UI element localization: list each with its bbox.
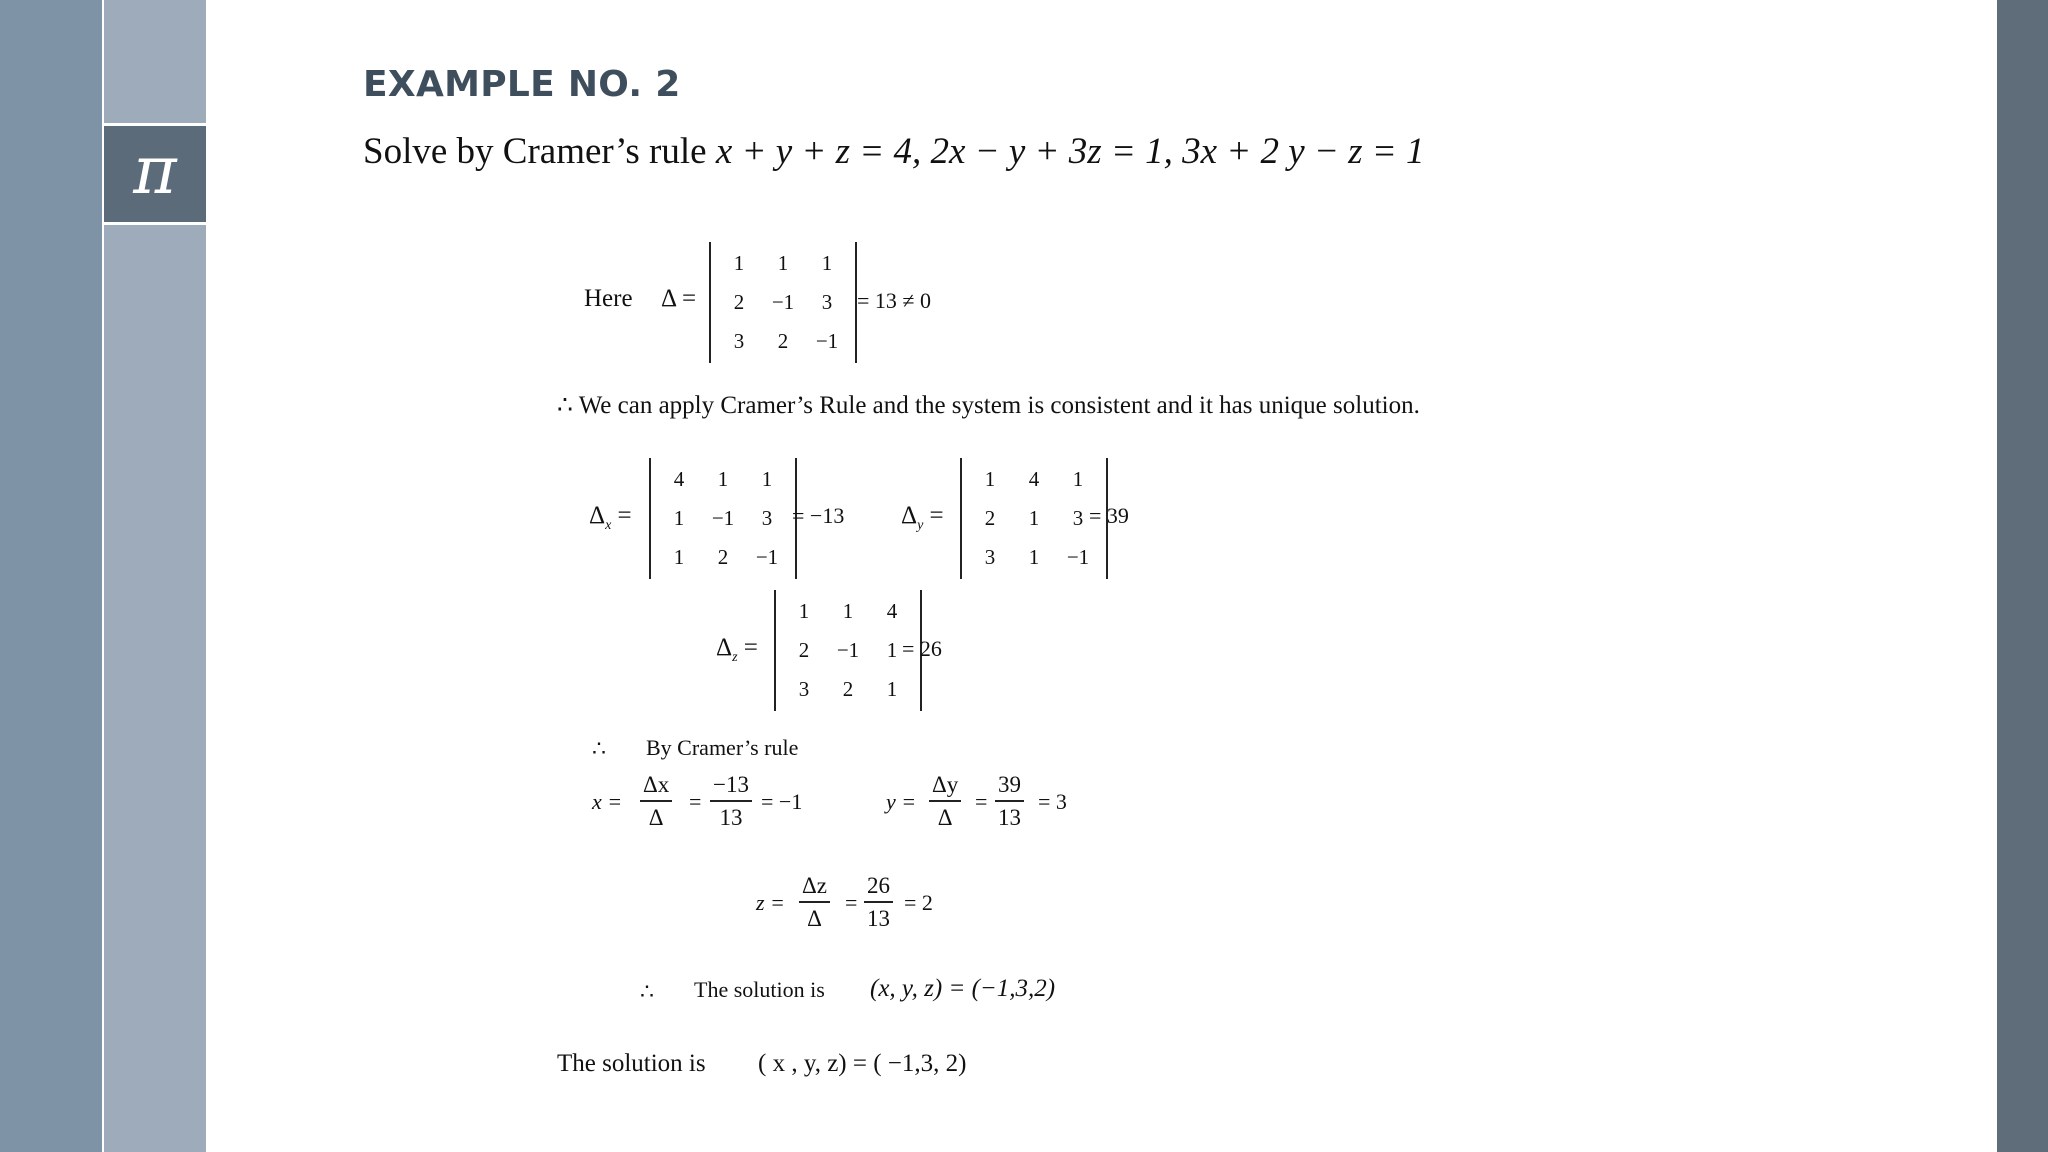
matrix-cell: 2 [984,506,996,530]
matrix-cell: −1 [711,506,735,530]
matrix-cell: 1 [777,251,789,275]
x-eq-sign: = [689,789,702,814]
matrix-cell: 2 [733,290,745,314]
matrix-cell: 4 [673,467,685,491]
matrix-cell: 1 [886,677,898,701]
therefore-symbol: ∴ [592,736,606,761]
delta-z-matrix [774,590,922,711]
matrix-cell: −1 [771,290,795,314]
y-eq-sign: = [975,789,988,814]
matrix-cell: 4 [886,599,898,623]
problem-statement [363,130,1425,173]
right-decor-band [1997,0,2048,1152]
here-label: Here [584,285,633,312]
matrix-cell: 3 [821,290,833,314]
matrix-cell: 1 [798,599,810,623]
matrix-cell: 2 [798,638,810,662]
matrix-cell: −1 [755,545,779,569]
matrix-cell: 2 [842,677,854,701]
solution-value-2: ( x , y, z) = ( −1,3, 2) [758,1050,967,1077]
z-fraction-1: $\frac{\Delta z}{\Delta}$ [799,871,830,935]
z-eq-result: = 2 [904,890,933,915]
matrix-cell: −1 [815,329,839,353]
pi-icon [104,123,206,225]
y-eq-var: y = [886,789,917,814]
solution-therefore: ∴ [640,979,654,1004]
matrix-cell: −1 [836,638,860,662]
matrix-cell: 2 [777,329,789,353]
matrix-cell: 3 [984,545,996,569]
matrix-cell: −1 [1066,545,1090,569]
left-decor-band [0,0,102,1152]
x-fraction-1: $\frac{\Delta x}{\Delta}$ [640,770,672,834]
z-fraction-2: $\frac{26}{13}$ [864,871,893,935]
matrix-cell: 1 [673,506,685,530]
delta-y-matrix [960,458,1108,579]
matrix-cell: 3 [761,506,773,530]
matrix-cell: 1 [842,599,854,623]
problem-prefix: Solve by Cramer’s rule [363,131,716,172]
matrix-cell: 4 [1028,467,1040,491]
delta-matrix [709,242,857,363]
matrix-cell: 1 [821,251,833,275]
matrix-cell: 3 [733,329,745,353]
delta-value: = 13 ≠ 0 [857,288,931,313]
delta-z-value: = 26 [902,636,942,661]
matrix-cell: 3 [798,677,810,701]
delta-y-label: $\Delta_y$ = [901,502,944,533]
matrix-cell: 1 [733,251,745,275]
z-eq-sign: = [845,890,858,915]
matrix-cell: 1 [984,467,996,491]
matrix-cell: 3 [1072,506,1084,530]
delta-z-label: $\Delta_z$ = [716,634,758,665]
z-eq-var: z = [756,890,785,915]
delta-x-label: $\Delta_x$ = [589,502,632,533]
matrix-cell: 1 [717,467,729,491]
y-eq-result: = 3 [1038,789,1067,814]
matrix-cell: 1 [761,467,773,491]
delta-symbol: Δ = [661,285,697,312]
by-rule-label: By Cramer’s rule [646,735,799,760]
consistency-text: ∴ We can apply Cramer’s Rule and the system is consistent and it has unique solution. [557,392,1420,419]
slide-heading: EXAMPLE NO. 2 [363,64,681,105]
delta-x-value: = −13 [792,503,845,528]
pi-symbol: π [133,132,177,209]
y-fraction-2: $\frac{39}{13}$ [995,770,1024,834]
problem-equations: x + y + z = 4, 2x − y + 3z = 1, 3x + 2 y − z = 1 [715,131,1425,172]
matrix-cell: 2 [717,545,729,569]
matrix-cell: 1 [1072,467,1084,491]
matrix-cell: 1 [673,545,685,569]
delta-y-value: = 39 [1089,503,1129,528]
x-fraction-2: $\frac{-13}{13}$ [710,770,752,834]
matrix-cell: 1 [886,638,898,662]
y-fraction-1: $\frac{\Delta y}{\Delta}$ [929,770,961,834]
matrix-cell: 1 [1028,506,1040,530]
solution-text-2: The solution is [557,1050,706,1077]
delta-x-matrix [649,458,797,579]
matrix-cell: 1 [1028,545,1040,569]
solution-text-1: The solution is [694,977,825,1002]
x-eq-result: = −1 [761,789,803,814]
solution-value-1: (x, y, z) = (−1,3,2) [870,975,1056,1002]
x-eq-var: x = [592,789,623,814]
